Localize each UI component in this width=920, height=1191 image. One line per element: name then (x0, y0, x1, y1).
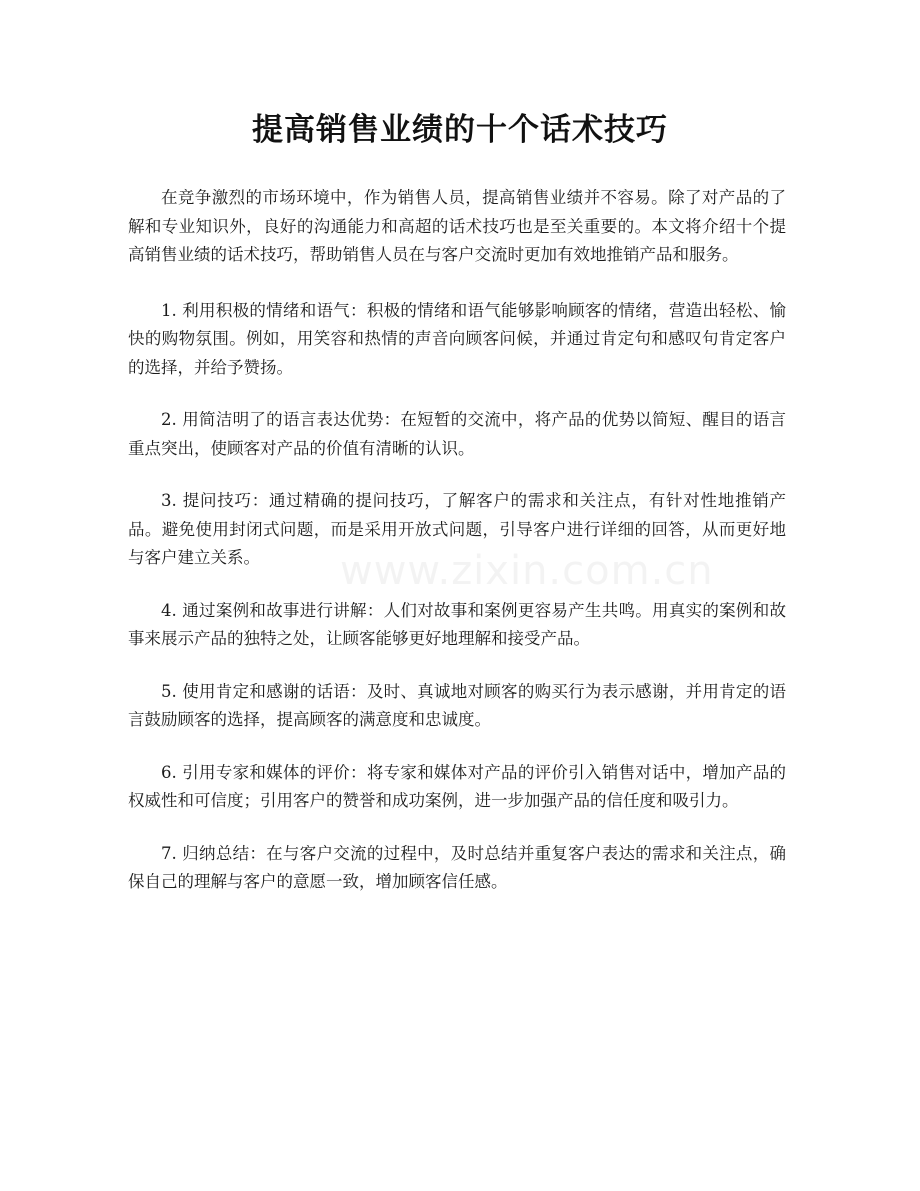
document-body (128, 184, 786, 921)
tip-paragraph-2: 2. 用简洁明了的语言表达优势：在短暂的交流中，将产品的优势以简短、醒目的语言重点突出，使顾客对产品的价值有清晰的认识。 (128, 410, 786, 458)
tip-paragraph-1: 1. 利用积极的情绪和语气：积极的情绪和语气能够影响顾客的情绪，营造出轻松、愉快的购物氛围。例如，用笑容和热情的声音向顾客问候，并通过肯定句和感叹句肯定客户的选择，并给予赞扬。 (128, 300, 786, 377)
page-title: 提高销售业绩的十个话术技巧 (252, 112, 668, 148)
watermark: www.zixin.com.cn (340, 548, 714, 594)
tip-paragraph-5: 5. 使用肯定和感谢的话语：及时、真诚地对顾客的购买行为表示感谢，并用肯定的语言鼓励顾客的选择，提高顾客的满意度和忠诚度。 (128, 681, 786, 729)
tip-paragraph-4: 4. 通过案例和故事进行讲解：人们对故事和案例更容易产生共鸣。用真实的案例和故事来展示产品的独特之处，让顾客能够更好地理解和接受产品。 (128, 600, 786, 648)
tip-paragraph-7: 7. 归纳总结：在与客户交流的过程中，及时总结并重复客户表达的需求和关注点，确保自己的理解与客户的意愿一致，增加顾客信任感。 (128, 843, 786, 891)
intro-paragraph: 在竞争激烈的市场环境中，作为销售人员，提高销售业绩并不容易。除了对产品的了解和专业知识外，良好的沟通能力和高超的话术技巧也是至关重要的。本文将介绍十个提高销售业绩的话术技巧，帮助销售人员在与客户交流时更加有效地推销产品和服务。 (128, 188, 786, 264)
tip-paragraph-6: 6. 引用专家和媒体的评价：将专家和媒体对产品的评价引入销售对话中，增加产品的权威性和可信度；引用客户的赞誉和成功案例，进一步加强产品的信任度和吸引力。 (128, 762, 786, 810)
tip-paragraph-3: 3. 提问技巧：通过精确的提问技巧，了解客户的需求和关注点，有针对性地推销产品。避免使用封闭式问题，而是采用开放式问题，引导客户进行详细的回答，从而更好地与客户建立关系。 (128, 491, 786, 567)
